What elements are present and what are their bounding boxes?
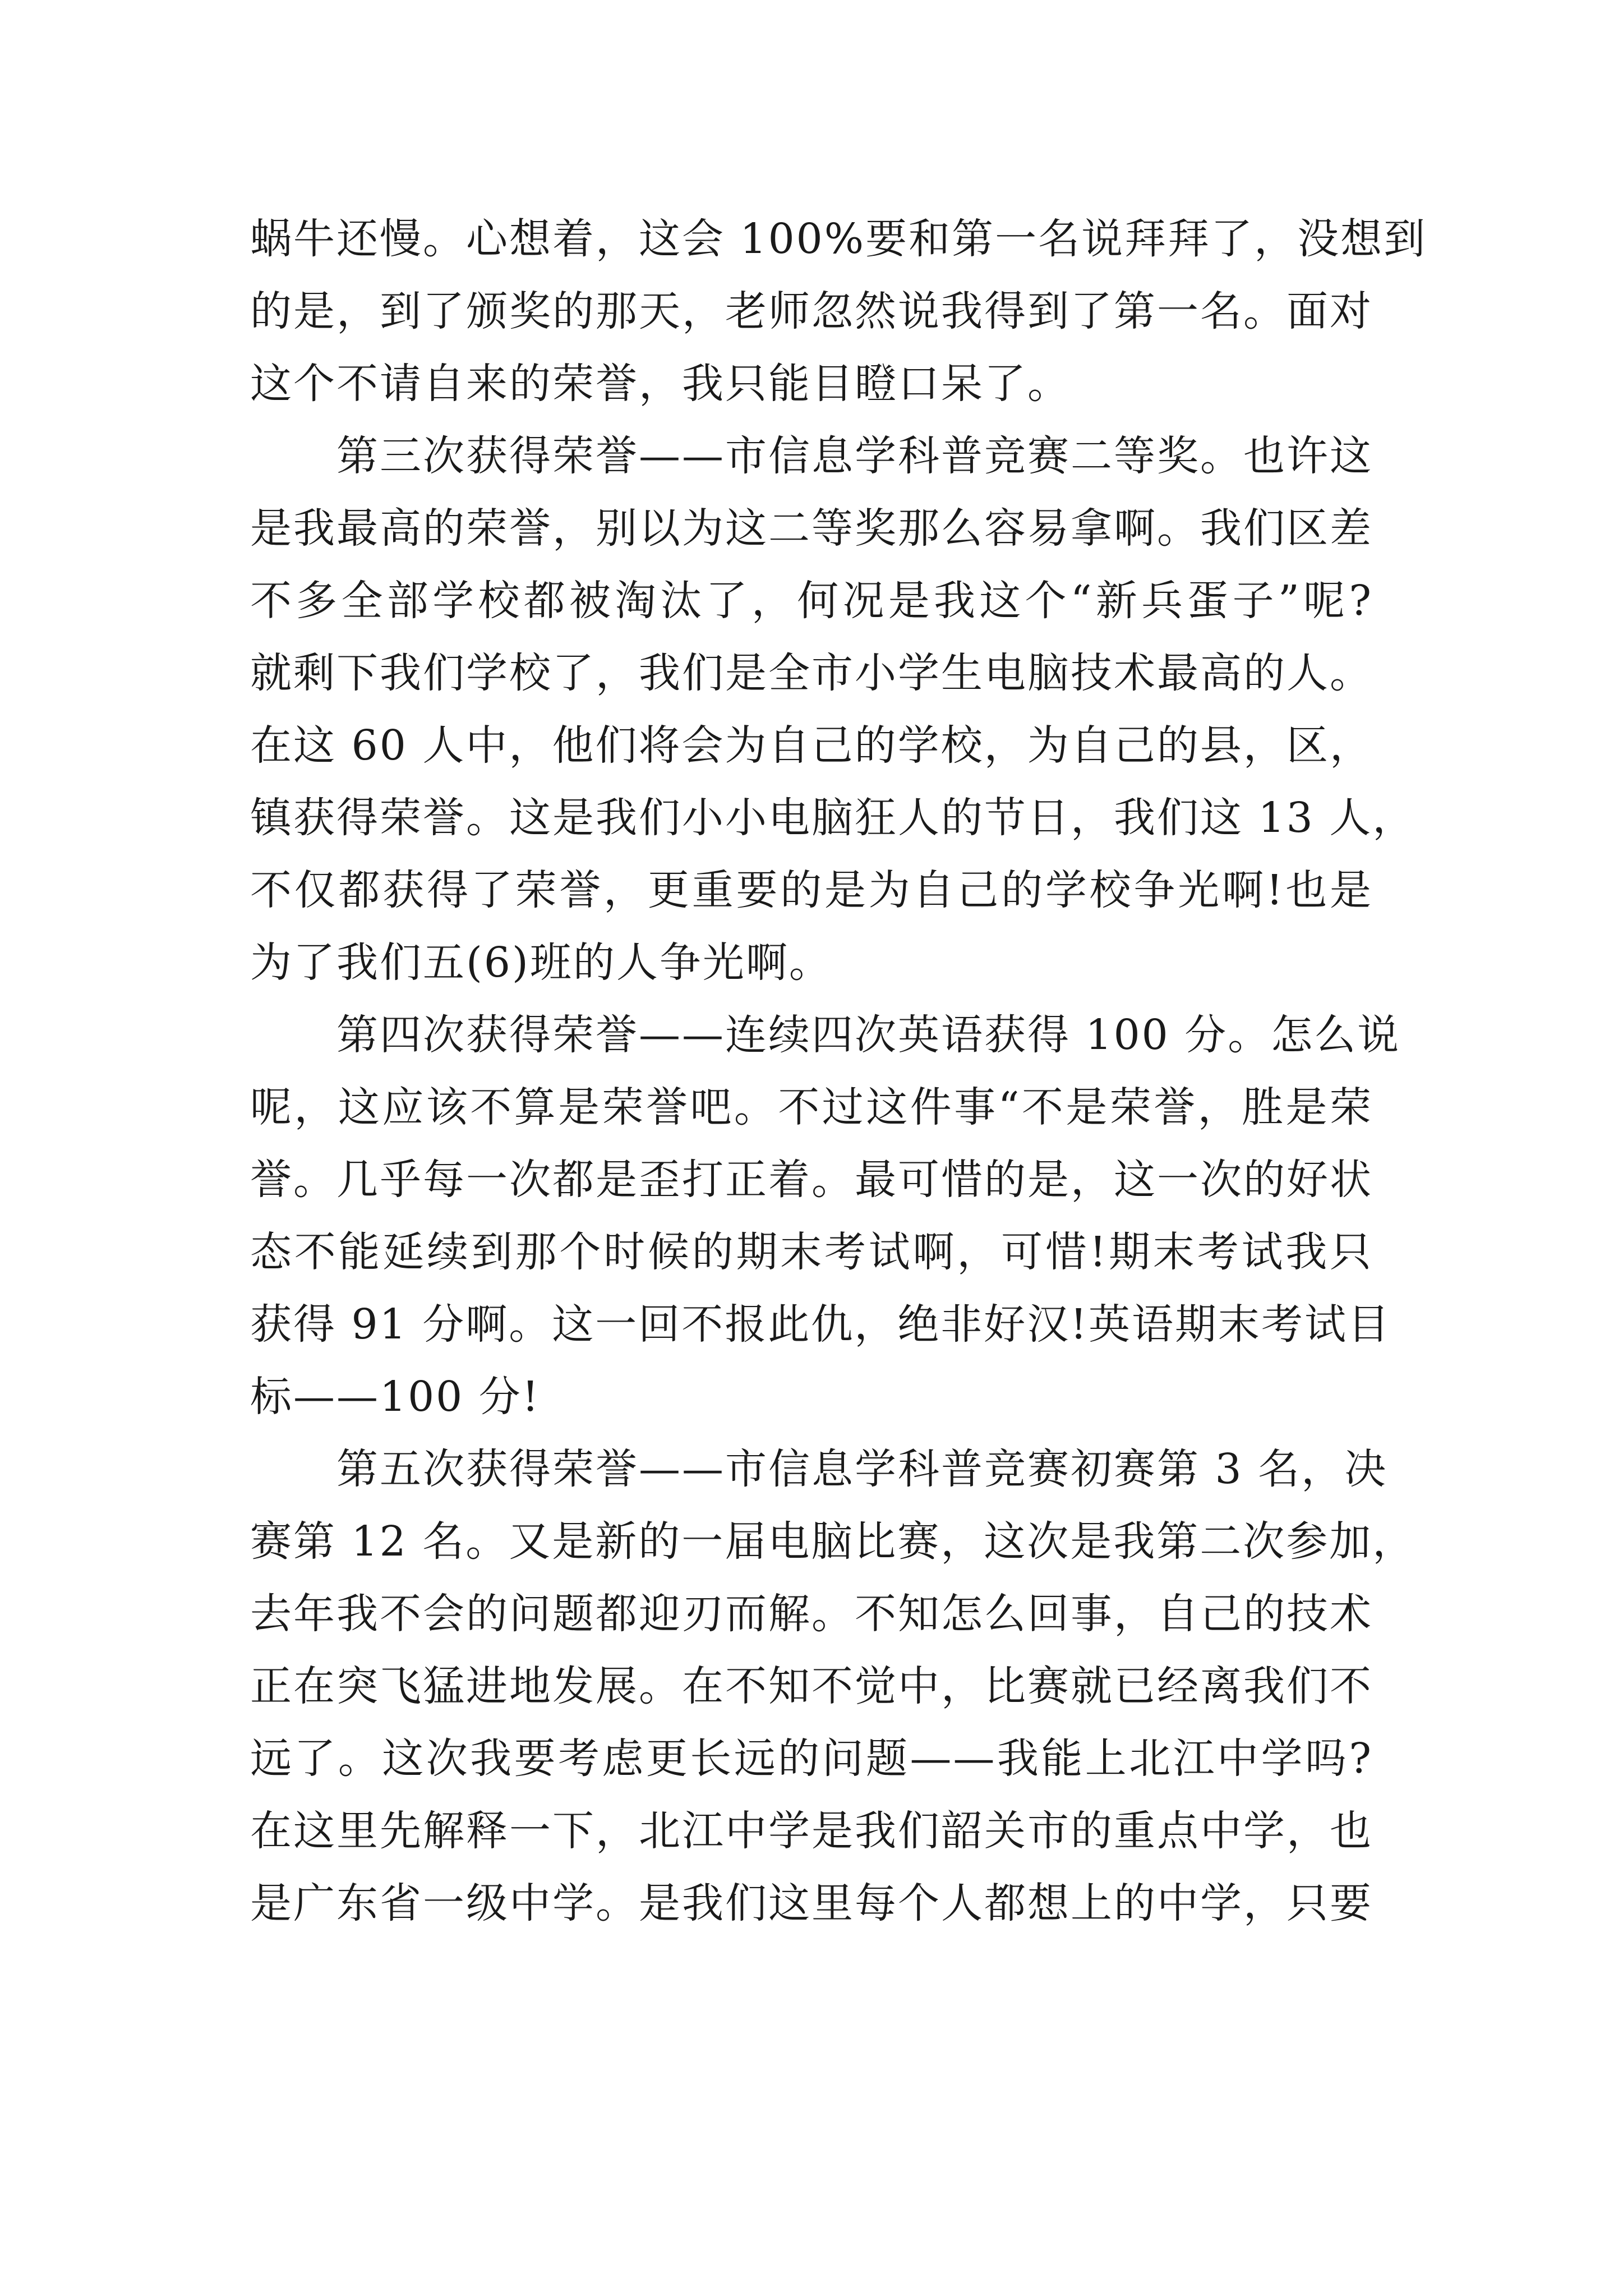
text-line: 赛第 12 名。又是新的一届电脑比赛，这次是我第二次参加， [250,1517,1416,1566]
text-line: 第三次获得荣誉——市信息学科普竞赛二等奖。也许这 [336,432,1373,480]
text-line: 正在突飞猛进地发展。在不知不觉中，比赛就已经离我们不 [250,1662,1373,1710]
text-line: 在这里先解释一下，北江中学是我们韶关市的重点中学，也 [250,1807,1373,1855]
text-line: 这个不请自来的荣誉，我只能目瞪口呆了。 [250,360,1071,408]
text-line: 不多全部学校都被淘汰了，何况是我这个“新兵蛋子”呢? [250,577,1373,625]
text-line: 是我最高的荣誉，别以为这二等奖那么容易拿啊。我们区差 [250,504,1373,553]
text-line: 第四次获得荣誉——连续四次英语获得 100 分。怎么说 [336,1011,1401,1059]
text-line: 镇获得荣誉。这是我们小小电脑狂人的节日，我们这 13 人， [250,794,1416,842]
text-line: 态不能延续到那个时候的期末考试啊，可惜!期末考试我只 [250,1228,1373,1276]
text-line: 标——100 分! [250,1373,541,1421]
text-line: 呢，这应该不算是荣誉吧。不过这件事“不是荣誉，胜是荣 [250,1083,1373,1131]
text-line: 远了。这次我要考虑更长远的问题——我能上北江中学吗? [250,1734,1373,1783]
paragraph-3 [250,999,1401,1433]
text-line: 蜗牛还慢。心想着，这会 100%要和第一名说拜拜了，没想到 [250,215,1427,263]
paragraph-1 [250,203,1427,420]
text-line: 誉。几乎每一次都是歪打正着。最可惜的是，这一次的好状 [250,1156,1373,1204]
paragraph-4 [250,1433,1416,1940]
paragraph-2 [250,420,1416,999]
text-line: 的是，到了颁奖的那天，老师忽然说我得到了第一名。面对 [250,287,1373,335]
text-line: 是广东省一级中学。是我们这里每个人都想上的中学，只要 [250,1879,1373,1927]
text-line: 去年我不会的问题都迎刃而解。不知怎么回事，自己的技术 [250,1590,1373,1638]
text-line: 第五次获得荣誉——市信息学科普竞赛初赛第 3 名，决 [336,1445,1388,1493]
text-line: 获得 91 分啊。这一回不报此仇，绝非好汉!英语期末考试目 [250,1300,1391,1349]
text-line: 不仅都获得了荣誉，更重要的是为自己的学校争光啊!也是 [250,866,1373,914]
document-body [250,203,1427,1940]
text-line: 就剩下我们学校了，我们是全市小学生电脑技术最高的人。 [250,649,1373,697]
text-line: 在这 60 人中，他们将会为自己的学校，为自己的县，区， [250,721,1373,770]
text-line: 为了我们五(6)班的人争光啊。 [250,938,832,987]
